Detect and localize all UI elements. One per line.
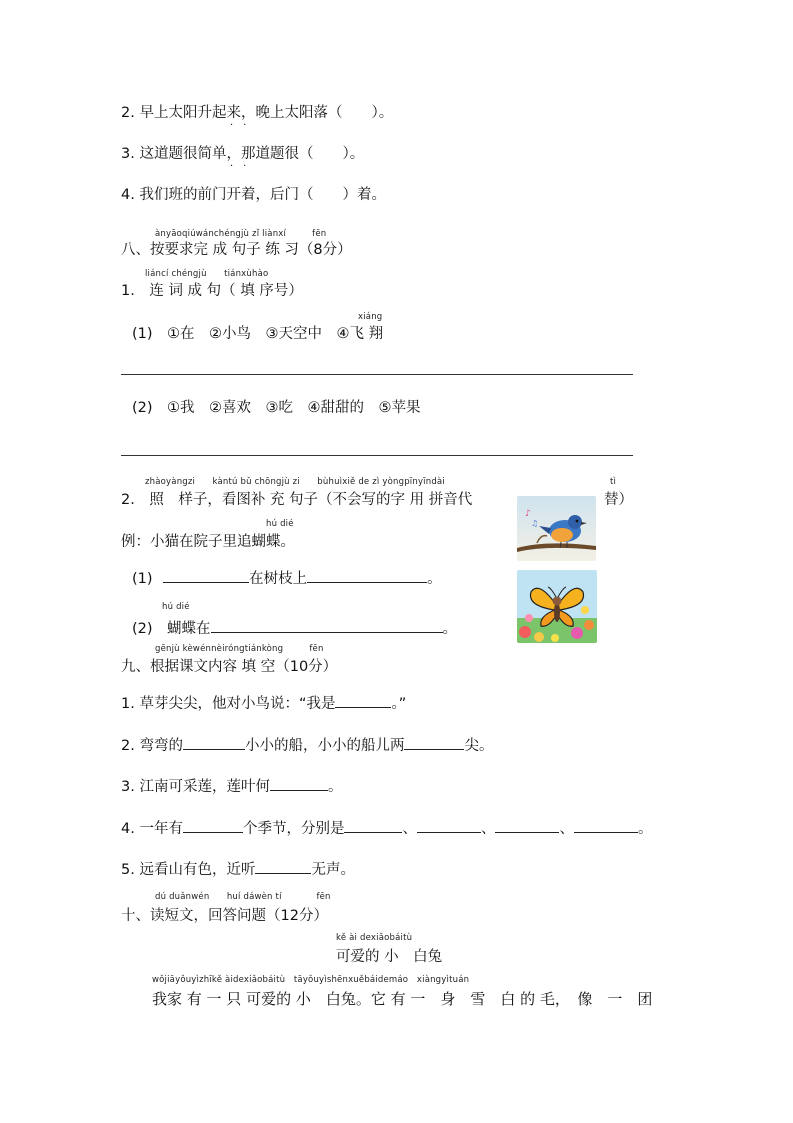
q9-item-4-text: 4. 一年有 bbox=[121, 821, 183, 837]
q8-1-pinyin: liáncí chéngjù tiánxùhào bbox=[145, 269, 269, 279]
q7-item-4: 4. 我们班的前门开着，后门（ ）着。 bbox=[121, 187, 386, 203]
separator: 、 bbox=[402, 821, 417, 837]
q9-item-3-end: 。 bbox=[327, 779, 343, 795]
q9-item-2 bbox=[121, 735, 493, 754]
q8-1-b: (2) ①我 ②喜欢 ③吃 ④甜甜的 ⑤苹果 bbox=[132, 400, 421, 416]
blank[interactable] bbox=[183, 818, 243, 833]
emphasis-dots: · · bbox=[230, 120, 247, 131]
sentence-2 bbox=[132, 618, 457, 637]
q8-2-pinyin-end: tì bbox=[610, 477, 617, 487]
section-8-pinyin: ànyāoqiúwánchéngjù zǐ liànxí fēn bbox=[155, 229, 327, 239]
bird-icon bbox=[517, 496, 596, 561]
q9-item-4 bbox=[121, 818, 652, 837]
q8-1-a: (1) ①在 ②小鸟 ③天空中 ④飞 翔 bbox=[132, 326, 384, 342]
story-line-1: 我家 有 一 只 可爱的 小 白兔。它 有 一 身 雪 白 的 毛， 像 一 团 bbox=[152, 990, 653, 1008]
example-pinyin: hú dié bbox=[266, 519, 294, 529]
q8-2-pinyin: zhàoyàngzi kàntú bǔ chōngjù zi bùhuìxiě de zì yòngpīnyīndài bbox=[145, 477, 445, 487]
section-9-title: 九、根据课文内容 填 空（10分） bbox=[121, 659, 338, 675]
q9-item-4-middle: 个季节，分别是 bbox=[242, 821, 345, 837]
emphasis-dots: · · bbox=[230, 161, 247, 172]
section-9-pinyin: gēnjù kèwénnèiróngtiánkòng fēn bbox=[155, 644, 324, 654]
blank[interactable] bbox=[344, 818, 402, 833]
sentence-2-end: 。 bbox=[442, 621, 458, 637]
sentence-1-middle: 在树枝上 bbox=[249, 571, 308, 587]
q9-item-5-text: 5. 远看山有色，近听 bbox=[121, 862, 256, 878]
section-10-title: 十、读短文，回答问题（12分） bbox=[121, 908, 328, 924]
story-line-1-pinyin: wǒjiāyǒuyìzhīkě àidexiǎobáitù tāyǒuyìshēnxuěbáidemáo xiàngyìtuán bbox=[152, 975, 470, 985]
blank[interactable] bbox=[255, 859, 311, 874]
blank[interactable] bbox=[270, 776, 328, 791]
q9-item-3-text: 3. 江南可采莲，莲叶何 bbox=[121, 779, 270, 795]
q9-item-1-end: 。” bbox=[391, 696, 407, 712]
q9-item-1 bbox=[121, 693, 406, 712]
q9-item-2-end: 尖。 bbox=[464, 738, 494, 754]
q9-item-5 bbox=[121, 859, 355, 878]
blank[interactable] bbox=[335, 693, 391, 708]
butterfly-icon bbox=[517, 570, 597, 643]
separator: 、 bbox=[559, 821, 574, 837]
butterfly-picture bbox=[517, 570, 597, 643]
q8-2-title: 2. 照 样子，看图补 充 句子（不会写的字 用 拼音代 bbox=[121, 492, 473, 508]
answer-line[interactable] bbox=[121, 374, 633, 375]
q9-item-4-end: 。 bbox=[637, 821, 653, 837]
sentence-2-start: (2) 蝴蝶在 bbox=[132, 621, 211, 637]
blank[interactable] bbox=[183, 735, 245, 750]
blank[interactable] bbox=[495, 818, 559, 833]
blank[interactable] bbox=[211, 618, 443, 633]
q9-item-3 bbox=[121, 776, 342, 795]
q8-1-title: 1. 连 词 成 句（ 填 序号） bbox=[121, 283, 303, 299]
q7-item-3: 3. 这道题很简单，那道题很（ ）。 bbox=[121, 146, 365, 162]
section-10-pinyin: dú duǎnwén huí dáwèn tí fēn bbox=[155, 892, 331, 902]
blank[interactable] bbox=[307, 568, 427, 583]
blank[interactable] bbox=[417, 818, 481, 833]
sentence-1-end: 。 bbox=[427, 571, 442, 587]
svg-text:♫: ♫ bbox=[531, 519, 539, 528]
svg-text:♪: ♪ bbox=[525, 509, 531, 519]
q9-item-1-text: 1. 草芽尖尖，他对小鸟说：“我是 bbox=[121, 696, 336, 712]
sentence-2-pinyin: hú dié bbox=[162, 602, 190, 612]
example-sentence: 例：小猫在院子里追蝴蝶。 bbox=[121, 534, 295, 550]
q8-2-title-end: 替） bbox=[604, 492, 633, 508]
sentence-1-number: (1) bbox=[132, 571, 153, 587]
bird-picture bbox=[517, 496, 596, 561]
blank[interactable] bbox=[574, 818, 638, 833]
story-title: 可爱的 小 白兔 bbox=[336, 949, 443, 965]
q9-item-2-middle: 小小的船，小小的船儿两 bbox=[244, 738, 405, 754]
answer-line[interactable] bbox=[121, 455, 633, 456]
story-title-pinyin: kě ài dexiǎobáitù bbox=[336, 933, 413, 943]
q9-item-2-text: 2. 弯弯的 bbox=[121, 738, 183, 754]
separator: 、 bbox=[480, 821, 496, 837]
blank[interactable] bbox=[163, 568, 249, 583]
q8-1-a-pinyin: xiáng bbox=[358, 312, 383, 322]
q7-item-2: 2. 早上太阳升起来，晚上太阳落（ ）。 bbox=[121, 105, 394, 121]
blank[interactable] bbox=[404, 735, 464, 750]
section-8-title: 八、按要求完 成 句子 练 习（8分） bbox=[121, 242, 352, 258]
q9-item-5-end: 无声。 bbox=[311, 862, 355, 878]
sentence-1 bbox=[132, 568, 442, 587]
